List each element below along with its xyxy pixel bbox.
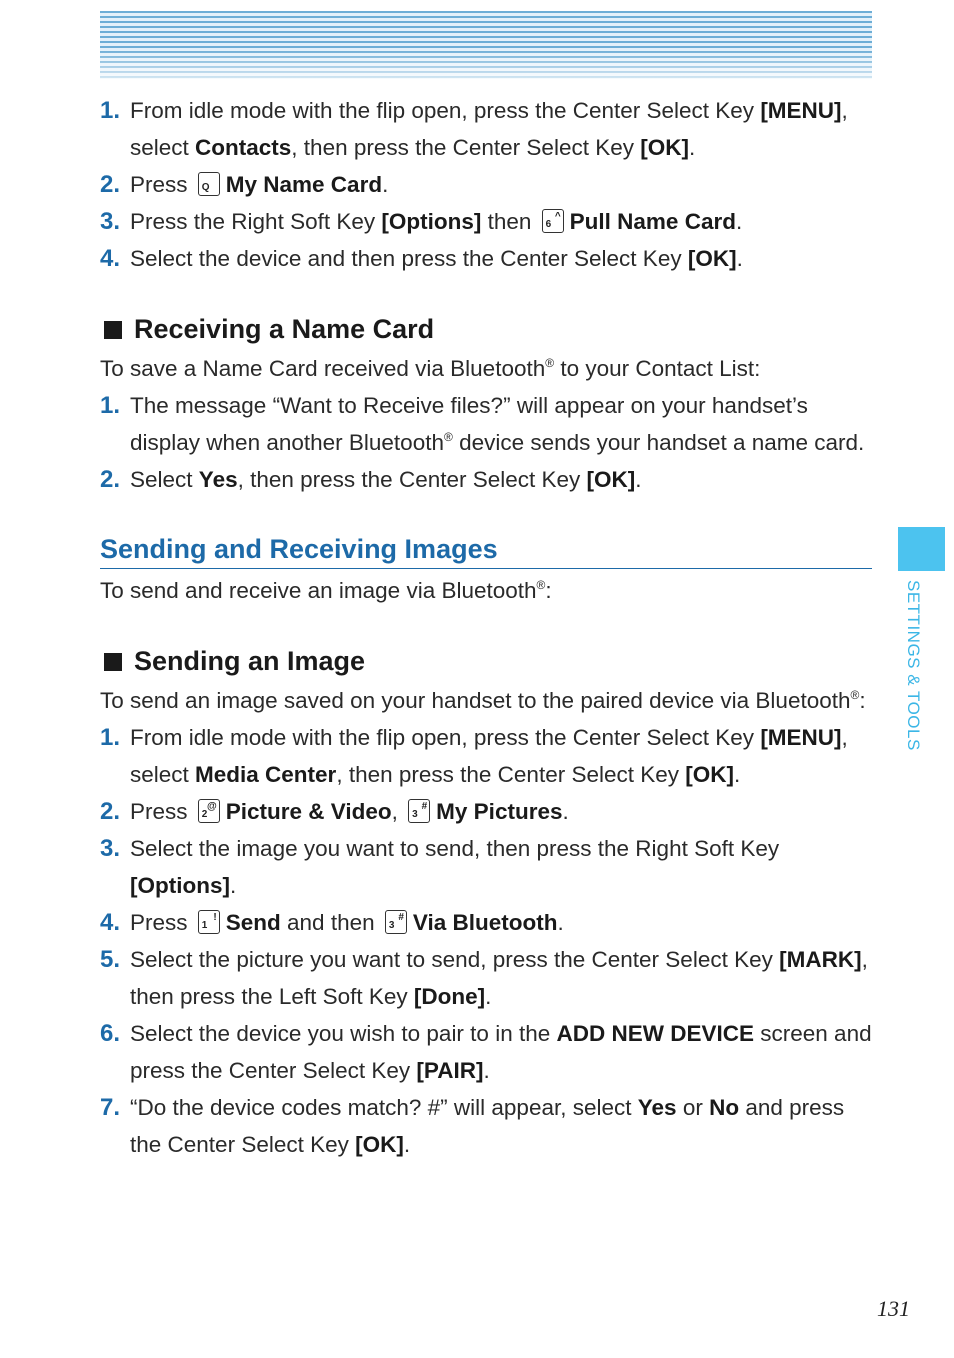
step-number: 2. <box>100 171 121 198</box>
images-intro: To send and receive an image via Bluetooth®: <box>100 577 552 603</box>
list-item: 2. Press Q My Name Card. <box>100 166 872 203</box>
two-key-icon: 2 @ <box>198 799 220 823</box>
square-bullet-icon <box>104 321 122 339</box>
step-number: 1. <box>100 724 121 751</box>
sending-intro: To send an image saved on your handset to the paired device via Bluetooth®: <box>100 687 866 713</box>
header-band <box>100 11 872 79</box>
section-tab <box>898 527 945 571</box>
step-number: 6. <box>100 1020 121 1047</box>
page-number: 131 <box>877 1296 910 1321</box>
section-heading: Sending and Receiving Images <box>100 532 872 569</box>
sending-heading: Sending an Image <box>100 643 872 680</box>
three-key-icon: 3 # <box>385 910 407 934</box>
list-item: 6. Select the device you wish to pair to in the ADD NEW DEVICE screen and press the Center Select Key [PAIR]. <box>100 1015 872 1089</box>
list-item: 4. Press 1 ! Send and then 3 # Via Bluetooth. <box>100 904 872 941</box>
six-key-icon: 6 ^ <box>542 209 564 233</box>
step-number: 7. <box>100 1094 121 1121</box>
receiving-heading: Receiving a Name Card <box>100 311 872 348</box>
step-number: 4. <box>100 909 121 936</box>
square-bullet-icon <box>104 653 122 671</box>
step-number: 5. <box>100 946 121 973</box>
page-content <box>100 92 872 1163</box>
one-key-icon: 1 ! <box>198 910 220 934</box>
list-item: 2. Select Yes, then press the Center Select Key [OK]. <box>100 461 872 498</box>
q-key-icon: Q <box>198 172 220 196</box>
receiving-intro: To save a Name Card received via Bluetooth® to your Contact List: <box>100 355 761 381</box>
list-item: 3. Press the Right Soft Key [Options] then 6 ^ Pull Name Card. <box>100 203 872 240</box>
list-item: 5. Select the picture you want to send, press the Center Select Key [MARK], then press the Left Soft Key [Done]. <box>100 941 872 1015</box>
step-number: 1. <box>100 97 121 124</box>
step-number: 2. <box>100 798 121 825</box>
step-number: 3. <box>100 208 121 235</box>
list-item: 4. Select the device and then press the Center Select Key [OK]. <box>100 240 872 277</box>
step-number: 2. <box>100 466 121 493</box>
step-number: 1. <box>100 392 121 419</box>
list-item: 2. Press 2 @ Picture & Video, 3 # My Pictures. <box>100 793 872 830</box>
three-key-icon: 3 # <box>408 799 430 823</box>
side-section-label: SETTINGS & TOOLS <box>904 580 923 751</box>
step-number: 4. <box>100 245 121 272</box>
step-number: 3. <box>100 835 121 862</box>
list-item: 1. From idle mode with the flip open, press the Center Select Key [MENU], select Media Center, then press the Center Select Key [OK]. <box>100 719 872 793</box>
list-item: 1. From idle mode with the flip open, press the Center Select Key [MENU], select Contacts, then press the Center Select Key [OK]. <box>100 92 872 166</box>
list-item: 7. “Do the device codes match? #” will appear, select Yes or No and press the Center Select Key [OK]. <box>100 1089 872 1163</box>
list-item: 1. The message “Want to Receive files?” will appear on your handset’s display when another Bluetooth® device sends your handset a name card. <box>100 387 872 461</box>
list-item: 3. Select the image you want to send, then press the Right Soft Key [Options]. <box>100 830 872 904</box>
